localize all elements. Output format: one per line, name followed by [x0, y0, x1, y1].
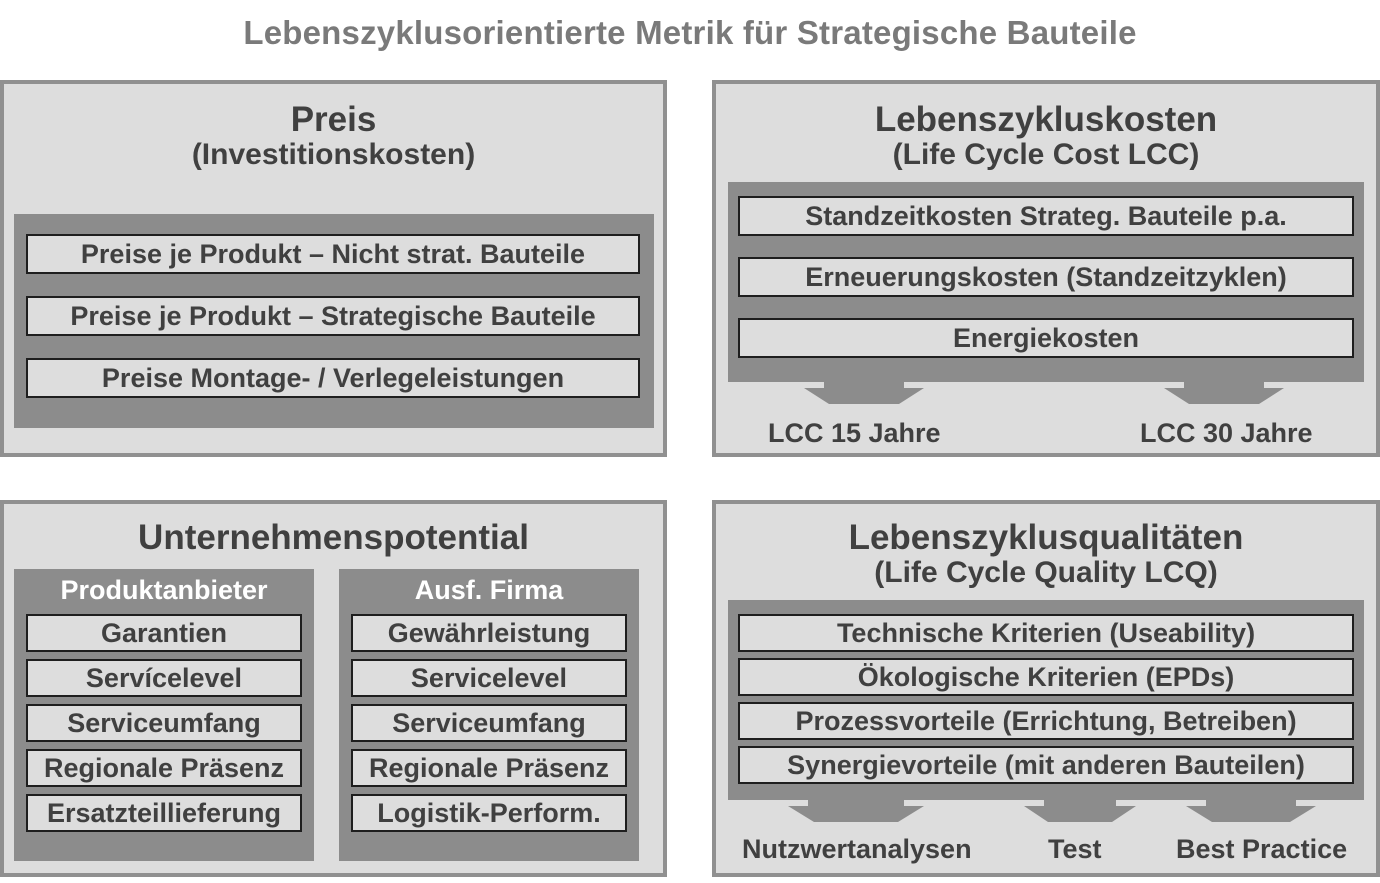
lcq-arrow-middle [1024, 800, 1136, 822]
column-heading: Produktanbieter [60, 575, 268, 605]
column-item: Serviceumfang [26, 704, 302, 742]
unternehmen-column-produktanbieter [14, 569, 314, 861]
panel-lcc [712, 80, 1380, 457]
preis-item: Preise je Produkt – Nicht strat. Bauteile [26, 234, 640, 274]
preis-items-container [14, 214, 654, 428]
lcc-outcome: LCC 15 Jahre [768, 418, 941, 448]
lcq-outcome: Test [1048, 834, 1102, 864]
column-item: Ersatzteillieferung [26, 794, 302, 832]
panel-lcc-title: Lebenszykluskosten [874, 100, 1218, 139]
column-item: Regionale Präsenz [351, 749, 627, 787]
lcq-outcome: Best Practice [1176, 834, 1348, 864]
preis-item: Preise je Produkt – Strategische Bauteile [26, 296, 640, 336]
diagram-title: Lebenszyklusorientierte Metrik für Strategische Bauteile [243, 14, 1137, 51]
lcq-item: Synergievorteile (mit anderen Bauteilen) [738, 746, 1354, 784]
column-item: Servícelevel [26, 659, 302, 697]
panel-lcq-subtitle: (Life Cycle Quality LCQ) [874, 556, 1218, 589]
lcq-outcome: Nutzwertanalysen [742, 834, 972, 864]
column-item: Servicelevel [351, 659, 627, 697]
column-item: Gewährleistung [351, 614, 627, 652]
column-item: Logistik-Perform. [351, 794, 627, 832]
column-item: Garantien [26, 614, 302, 652]
lcc-outcome: LCC 30 Jahre [1140, 418, 1313, 448]
panel-unternehmen [0, 500, 667, 877]
lcc-item: Erneuerungskosten (Standzeitzyklen) [738, 257, 1354, 297]
lcq-items-container [728, 600, 1364, 800]
lcq-arrow-left [788, 800, 924, 822]
lcq-item: Technische Kriterien (Useability) [738, 614, 1354, 652]
panel-lcq-title: Lebenszyklusqualitäten [848, 518, 1244, 557]
lcc-items-container [728, 182, 1364, 382]
column-item: Regionale Präsenz [26, 749, 302, 787]
lcq-item: Prozessvorteile (Errichtung, Betreiben) [738, 702, 1354, 740]
panel-lcc-subtitle: (Life Cycle Cost LCC) [892, 138, 1200, 171]
lcc-item: Energiekosten [738, 318, 1354, 358]
panel-preis-subtitle: (Investitionskosten) [191, 138, 476, 171]
preis-item: Preise Montage- / Verlegeleistungen [26, 358, 640, 398]
lcq-arrow-right [1186, 800, 1316, 822]
lcq-item: Ökologische Kriterien (EPDs) [738, 658, 1354, 696]
unternehmen-column-ausf-firma [339, 569, 639, 861]
lcc-arrow-left [804, 382, 924, 404]
lcc-arrow-right [1164, 382, 1284, 404]
panel-unternehmen-title: Unternehmenspotential [138, 518, 529, 557]
panel-preis-title: Preis [290, 100, 377, 139]
lcc-item: Standzeitkosten Strateg. Bauteile p.a. [738, 196, 1354, 236]
column-item: Serviceumfang [351, 704, 627, 742]
column-heading: Ausf. Firma [414, 575, 564, 605]
panel-preis [0, 80, 667, 457]
panel-lcq [712, 500, 1380, 877]
